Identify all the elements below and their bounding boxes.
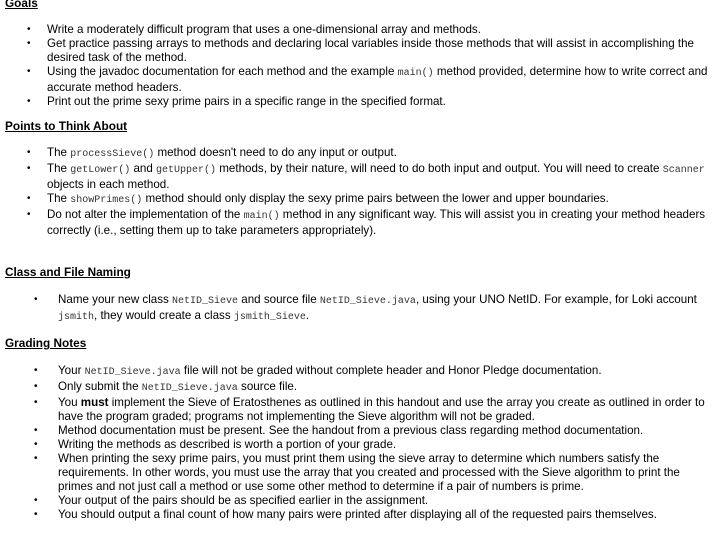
inline-code: jsmith_Sieve	[233, 312, 306, 323]
list-item: • Do not alter the implementation of the main() method in any significant way. This will assist you in creating your method headers correctly (i.e., setting them up to take parameters appropriately).	[5, 208, 711, 238]
goals-heading: Goals	[5, 0, 38, 10]
document-page	[5, 0, 711, 522]
list-item: • Only submit the NetID_Sieve.java source file.	[5, 380, 711, 396]
list-item: • Print out the prime sexy prime pairs in a specific range in the specified format.	[5, 95, 711, 109]
list-item: • Get practice passing arrays to methods and declaring local variables inside those methods that will assist in accomplishing the desired task of the method.	[5, 37, 711, 65]
grading-heading: Grading Notes	[5, 336, 87, 350]
list-item: • Write a moderately difficult program that uses a one-dimensional array and methods.	[5, 23, 711, 37]
emphasis: must	[80, 396, 109, 409]
list-item: • You must implement the Sieve of Eratosthenes as outlined in this handout and use the array you create as outlined in order to have the program graded; programs not implementing the Sieve algorithm will not be graded.	[5, 396, 711, 424]
list-item: • Using the javadoc documentation for each method and the example main() method provided, determine how to write correct and accurate method headers.	[5, 65, 711, 95]
list-item: • Writing the methods as described is worth a portion of your grade.	[5, 438, 711, 452]
list-item: • The getLower() and getUpper() methods, by their nature, will need to do both input and output. You will need to create Scanner objects in each method.	[5, 162, 711, 192]
inline-code: getLower()	[70, 165, 131, 176]
goals-list	[5, 23, 711, 109]
list-item: • Method documentation must be present. See the handout from a previous class regarding method documentation.	[5, 424, 711, 438]
points-list	[5, 146, 711, 238]
inline-code: main()	[243, 211, 280, 222]
naming-list	[5, 293, 711, 325]
inline-code: getUpper()	[156, 165, 217, 176]
naming-heading: Class and File Naming	[5, 265, 131, 279]
inline-code: NetID_Sieve.java	[141, 383, 238, 394]
points-heading: Points to Think About	[5, 119, 128, 133]
list-item: • When printing the sexy prime pairs, you must print them using the sieve array to determine which numbers satisfy the requirements. In other words, you must use the array that you created and processed with the Sieve algorithm to print the primes and not just call a method or use some other method to determine if a pair of numbers is prime.	[5, 452, 711, 494]
list-item: • Your output of the pairs should be as specified earlier in the assignment.	[5, 494, 711, 508]
list-item: • Your NetID_Sieve.java file will not be graded without complete header and Honor Pledge documentation.	[5, 364, 711, 380]
inline-code: processSieve()	[70, 149, 155, 160]
inline-code: NetID_Sieve.java	[319, 296, 416, 307]
inline-code: NetID_Sieve	[172, 296, 239, 307]
list-item: • Name your new class NetID_Sieve and source file NetID_Sieve.java, using your UNO NetID. For example, for Loki account jsmith, they would create a class jsmith_Sieve.	[5, 293, 711, 325]
grading-list	[5, 364, 711, 522]
inline-code: jsmith	[58, 312, 95, 323]
inline-code: NetID_Sieve.java	[84, 367, 181, 378]
list-item: • The processSieve() method doesn't need to do any input or output.	[5, 146, 711, 162]
inline-code: Scanner	[662, 165, 705, 176]
inline-code: main()	[397, 68, 434, 79]
list-item: • You should output a final count of how many pairs were printed after displaying all of the requested pairs themselves.	[5, 508, 711, 522]
list-item: • The showPrimes() method should only display the sexy prime pairs between the lower and upper boundaries.	[5, 192, 711, 208]
inline-code: showPrimes()	[70, 195, 143, 206]
